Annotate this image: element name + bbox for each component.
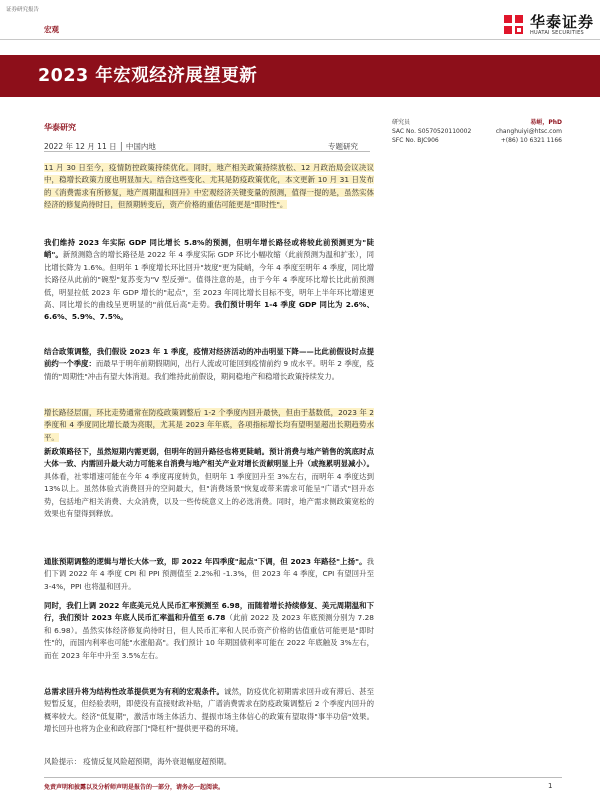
report-category: 证券研究报告 bbox=[6, 7, 40, 13]
summary-paragraph bbox=[44, 162, 374, 212]
analyst-sac: SAC No. S0570520110002 bbox=[392, 128, 472, 135]
consumption-lead: 新政策路径下，虽然短期内需更弱，但明年的回升路径也将更陡峭。预计消费与地产销售的筑底时点大体一致、内需回升最大动力可能来自消费与地产相关产业对增长贡献明显上升（或拖累明显减小）。 bbox=[44, 447, 374, 469]
logo-text-cn: 华泰证券 bbox=[530, 13, 595, 31]
analyst-phone: +(86) 10 6321 1166 bbox=[500, 137, 562, 144]
inflation-lead: 通胀预期调整的逻辑与增长大体一致，即 2022 年四季度"起点"下调，但 2023 年路径"上扬"。 bbox=[44, 557, 367, 566]
inflation-text: 我们下调 2022 年 4 季度 CPI 和 PPI 预测值至 2.2%和 -1.3%，但 2023 年 4 季度，CPI 有望回升至 3-4%，PPI 也将温和回升。 bbox=[44, 557, 374, 591]
report-title: 2023 年宏观经济展望更新 bbox=[38, 66, 258, 86]
policy-lead: 结合政策调整，我们假设 2023 年 1 季度，疫情对经济活动的冲击明显下降——比此前假设时点提前约一个季度： bbox=[44, 347, 374, 369]
analyst-name: 易峘，PhD bbox=[530, 119, 562, 126]
analyst-role: 研究员 bbox=[392, 119, 411, 126]
header-divider bbox=[0, 39, 600, 40]
growth-path-text: 增长路径层面，环比走势通常在防疫政策调整后 1-2 个季度内回升最快，但由于基数低，2023 年 2 季度和 4 季度同比增长最为亮眼，尤其是 2023 年年底，各项指标增长均有望明显超出长期趋势水平。 bbox=[44, 408, 374, 442]
page-number: 1 bbox=[548, 782, 553, 790]
gdp-paragraph bbox=[44, 237, 374, 324]
date-region: 2022 年 12 月 11 日 │ 中国内地 bbox=[44, 142, 156, 151]
growth-path-paragraph bbox=[44, 407, 374, 444]
disclaimer-text: 免责声明和披露以及分析师声明是报告的一部分，请务必一起阅读。 bbox=[44, 784, 225, 791]
huatai-logo bbox=[502, 13, 594, 37]
gdp-text: 新预测隐含的增长路径是 2022 年 4 季度实际 GDP 环比小幅收缩（此前预测为温和扩张），同比增长降为 1.6%。但明年 1 季度增长环比回升"坡度"更为陡峭，今年 4 季度至明年 4 季度，同比增长路径从此前的"碗型"复苏变为"V 型反弹"。值得注意的是，由于今年 4 季度环比增长比此前预测低，明显拉低 2023 年 GDP 增长的"起点"，至 2023 年同比增长目标不变，明年上半年环比增速更高、同比增长的曲线呈更明显的"前低后高"走势。 bbox=[44, 250, 374, 310]
analyst-sfc: SFC No. BJC906 bbox=[392, 137, 439, 144]
risk-warning: 风险提示： 疫情反复风险超预期，海外衰退幅度超预期。 bbox=[44, 757, 232, 766]
fx-paragraph bbox=[44, 600, 374, 662]
footer-divider bbox=[44, 777, 562, 778]
summary-text: 11 月 30 日至今，疫情防控政策持续优化。同时，地产相关政策持续放松、12 月政治局会议决议中，稳增长政策力度也明显加大。结合这些变化、尤其是防疫政策优化，本文更新 10 月 31 日发布的《消费需求有所修复，地产周期温和回升》中宏观经济关键变量的预测，值得一提的是，虽然实体经济的修复尚待时日，但预期转变后，资产价格的重估可能更是"即时性"。 bbox=[44, 163, 374, 210]
fx-lead: 同时，我们上调 2022 年底美元兑人民币汇率预测至 6.98，而随着增长持续修复、美元周期温和下行，我们预计 2023 年底人民币汇率温和升值至 6.78 bbox=[44, 601, 374, 623]
consumption-paragraph bbox=[44, 446, 374, 520]
section-tag: 宏观 bbox=[44, 25, 59, 34]
consumption-text: 具体看，社零增速可能在今年 4 季度再度转负，但明年 1 季度回升至 3%左右，而明年 4 季度达到 13%以上。虽然体验式消费回升的空间最大，但"消费场景"恢复或带来需求可能呈"广谱式"回升态势，包括地产相关消费、大众消费，以及一些传统意义上的必选消费。同时，地产需求侧政策宽松的效果也有望得到释放。 bbox=[44, 471, 374, 519]
report-type: 专题研究 bbox=[328, 142, 358, 151]
logo-text-en: HUATAI SECURITIES bbox=[530, 30, 584, 36]
policy-text: 而最早于明年前期假期间，出行人流或可能回到疫情前约 9 成水平。明年 2 季度，疫情的"周期性"冲击有望大体消退。我们维持此前假设，期间稳地产和稳增长政策持续发力。 bbox=[44, 359, 374, 381]
meta-divider bbox=[44, 151, 370, 152]
research-label: 华泰研究 bbox=[44, 123, 76, 132]
analyst-block bbox=[392, 118, 562, 145]
logo-mark-icon bbox=[502, 13, 526, 37]
gdp-lead: 我们维持 2023 年实际 GDP 同比增长 5.8%的预测，但明年增长路径或将较此前预测更为"陡峭"。 bbox=[44, 238, 374, 260]
inflation-paragraph bbox=[44, 556, 374, 593]
fx-text: （此前 2022 及 2023 年底预测分别为 7.28 和 6.98）。虽然实体经济修复尚待时日，但人民币汇率和人民币资产价格的估值重估可能更是"即时性"的，而国内利率也可能"水涨船高"。我们预计 10 年期国债利率可能在 2022 年底触及 3%左右，而在 2023 年年中升至 3.5%左右。 bbox=[44, 613, 374, 660]
policy-paragraph bbox=[44, 346, 374, 383]
gdp-forecast: 我们预计明年 1-4 季度 GDP 同比为 2.6%、6.6%、5.9%、7.5%。 bbox=[44, 300, 374, 322]
reform-lead: 总需求回升将为结构性改革提供更为有利的宏观条件。 bbox=[44, 687, 225, 696]
analyst-email[interactable]: changhuiyi@htsc.com bbox=[495, 128, 562, 135]
reform-text: 诚然，防疫优化初期需求回升或有滞后、甚至短暂反复，但经验表明，即使没有直接财政补贴，广谱消费需求在防疫政策调整后 2 个季度内回升的概率较大。经济"低复期"，激活市场主体活力、提振市场主体信心的政策有望取得"事半功倍"效果。增长回升也将为企业和政府部门"降杠杆"提供更平稳的环境。 bbox=[44, 687, 374, 734]
reform-paragraph bbox=[44, 686, 374, 736]
